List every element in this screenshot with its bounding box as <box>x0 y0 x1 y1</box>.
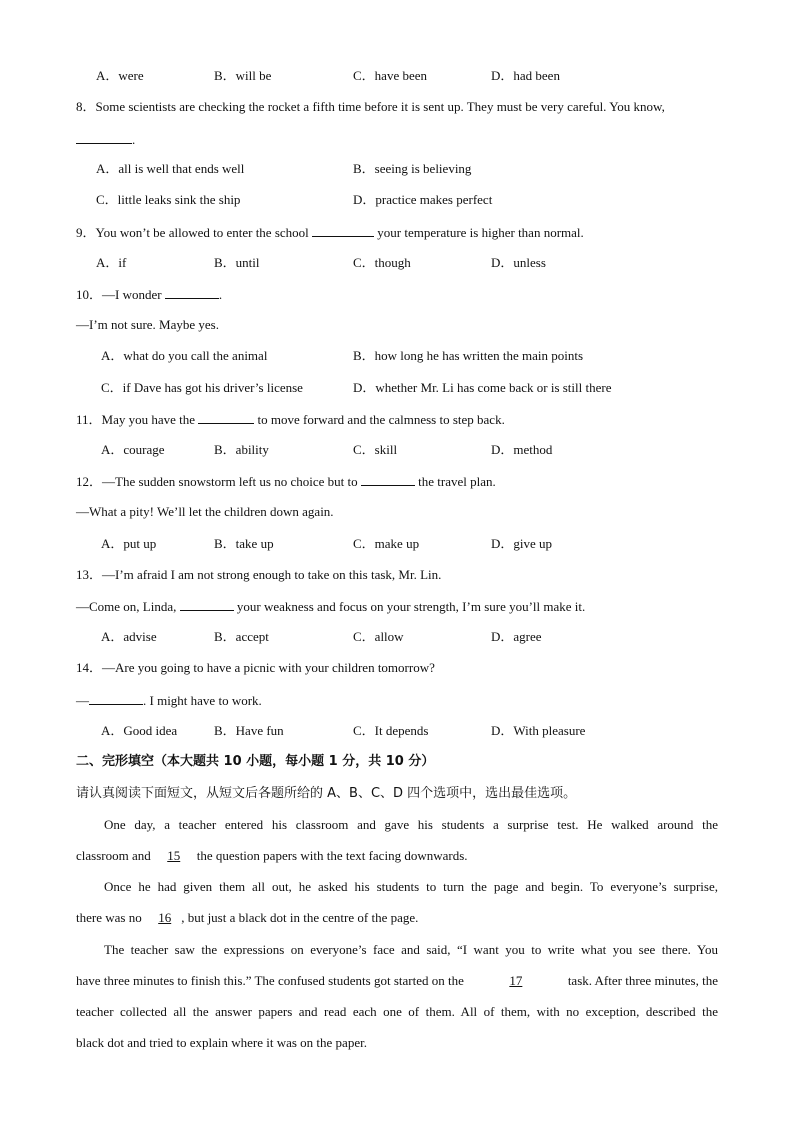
q14-reply: — . I might have to work. <box>76 693 262 708</box>
q14-stem: 14．—Are you going to have a picnic with your children tomorrow? <box>76 660 435 675</box>
passage-p2-line1: Once he had given them all out, he asked his students to turn the page and begin. To everyone’s surprise, <box>104 879 718 894</box>
passage-p3-line3: teacher collected all the answer papers and read each one of them. All of them, with no exception, described the <box>76 1004 718 1019</box>
q14-option-c: C．It depends <box>353 723 429 738</box>
q9-option-a: A．if <box>96 255 127 270</box>
q9-option-c: C．though <box>353 255 411 270</box>
q9-option-b: B．until <box>214 255 260 270</box>
q8-blank[interactable] <box>76 131 132 144</box>
q10-blank[interactable] <box>165 286 219 299</box>
q11-option-b: B．ability <box>214 442 269 457</box>
q14-blank[interactable] <box>89 692 143 705</box>
q12-option-c: C．make up <box>353 536 420 551</box>
q8-option-d: D．practice makes perfect <box>353 192 493 207</box>
q14-option-a: A．Good idea <box>101 723 178 738</box>
q8-option-a: A．all is well that ends well <box>96 161 245 176</box>
q8-option-b: B．seeing is believing <box>353 161 472 176</box>
q14-option-d: D．With pleasure <box>491 723 586 738</box>
q9-option-d: D．unless <box>491 255 546 270</box>
q7-option-c: C．have been <box>353 68 428 83</box>
q13-option-b: B．accept <box>214 629 269 644</box>
q8-stem-blank-line: . <box>76 131 135 148</box>
q10-option-c: C．if Dave has got his driver’s license <box>101 380 303 395</box>
q11-option-a: A．courage <box>101 442 165 457</box>
q12-reply: —What a pity! We’ll let the children down again. <box>76 504 334 519</box>
q13-reply: —Come on, Linda, your weakness and focus on your strength, I’m sure you’ll make it. <box>76 599 586 614</box>
q10-reply: —I’m not sure. Maybe yes. <box>76 317 219 332</box>
q12-stem: 12．—The sudden snowstorm left us no choice but to the travel plan. <box>76 474 496 489</box>
q10-option-a: A．what do you call the animal <box>101 348 268 363</box>
q13-option-c: C．allow <box>353 629 404 644</box>
q12-option-b: B．take up <box>214 536 274 551</box>
passage-p1-line2: classroom and 15 the question papers with the text facing downwards. <box>76 848 468 863</box>
q13-blank[interactable] <box>180 598 234 611</box>
passage-p3-line2: have three minutes to finish this.” The confused students got started on the 17 task. After three minutes, the <box>76 973 718 988</box>
q11-blank[interactable] <box>198 411 254 424</box>
blank-17[interactable]: 17 <box>509 973 523 988</box>
passage-p2-line2: there was no 16 , but just a black dot in the centre of the page. <box>76 910 419 925</box>
q11-stem: 11．May you have the to move forward and the calmness to step back. <box>76 412 505 427</box>
q12-option-d: D．give up <box>491 536 553 551</box>
blank-15[interactable]: 15 <box>167 848 181 863</box>
q11-option-c: C．skill <box>353 442 398 457</box>
q7-option-b: B．will be <box>214 68 272 83</box>
passage-p3-line4: black dot and tried to explain where it was on the paper. <box>76 1035 367 1050</box>
q12-blank[interactable] <box>361 473 415 486</box>
q12-option-a: A．put up <box>101 536 157 551</box>
q7-option-d: D．had been <box>491 68 560 83</box>
q14-option-b: B．Have fun <box>214 723 284 738</box>
blank-16[interactable]: 16 <box>158 910 172 925</box>
section2-heading: 二、完形填空（本大题共 10 小题，每小题 1 分，共 10 分） <box>76 754 435 769</box>
q10-stem: 10．—I wonder . <box>76 287 223 302</box>
q8-stem: 8．Some scientists are checking the rocket a fifth time before it is sent up. They must be very careful. You know, <box>76 99 665 114</box>
q8-option-c: C．little leaks sink the ship <box>96 192 241 207</box>
q13-option-d: D．agree <box>491 629 542 644</box>
q9-blank[interactable] <box>312 224 374 237</box>
q13-option-a: A．advise <box>101 629 157 644</box>
passage-p3-line1: The teacher saw the expressions on everyone’s face and said, “I want you to write what you see there. You <box>104 942 718 957</box>
section2-instruction: 请认真阅读下面短文，从短文后各题所给的 A、B、C、D 四个选项中，选出最佳选项。 <box>76 786 577 801</box>
q10-option-d: D．whether Mr. Li has come back or is still there <box>353 380 612 395</box>
q13-stem: 13．—I’m afraid I am not strong enough to take on this task, Mr. Lin. <box>76 567 442 582</box>
q10-option-b: B．how long he has written the main points <box>353 348 584 363</box>
q11-option-d: D．method <box>491 442 553 457</box>
q7-option-a: A．were <box>96 68 144 83</box>
passage-p1-line1: One day, a teacher entered his classroom and gave his students a surprise test. He walked around the <box>104 817 718 832</box>
q9-stem: 9．You won’t be allowed to enter the school your temperature is higher than normal. <box>76 225 584 240</box>
